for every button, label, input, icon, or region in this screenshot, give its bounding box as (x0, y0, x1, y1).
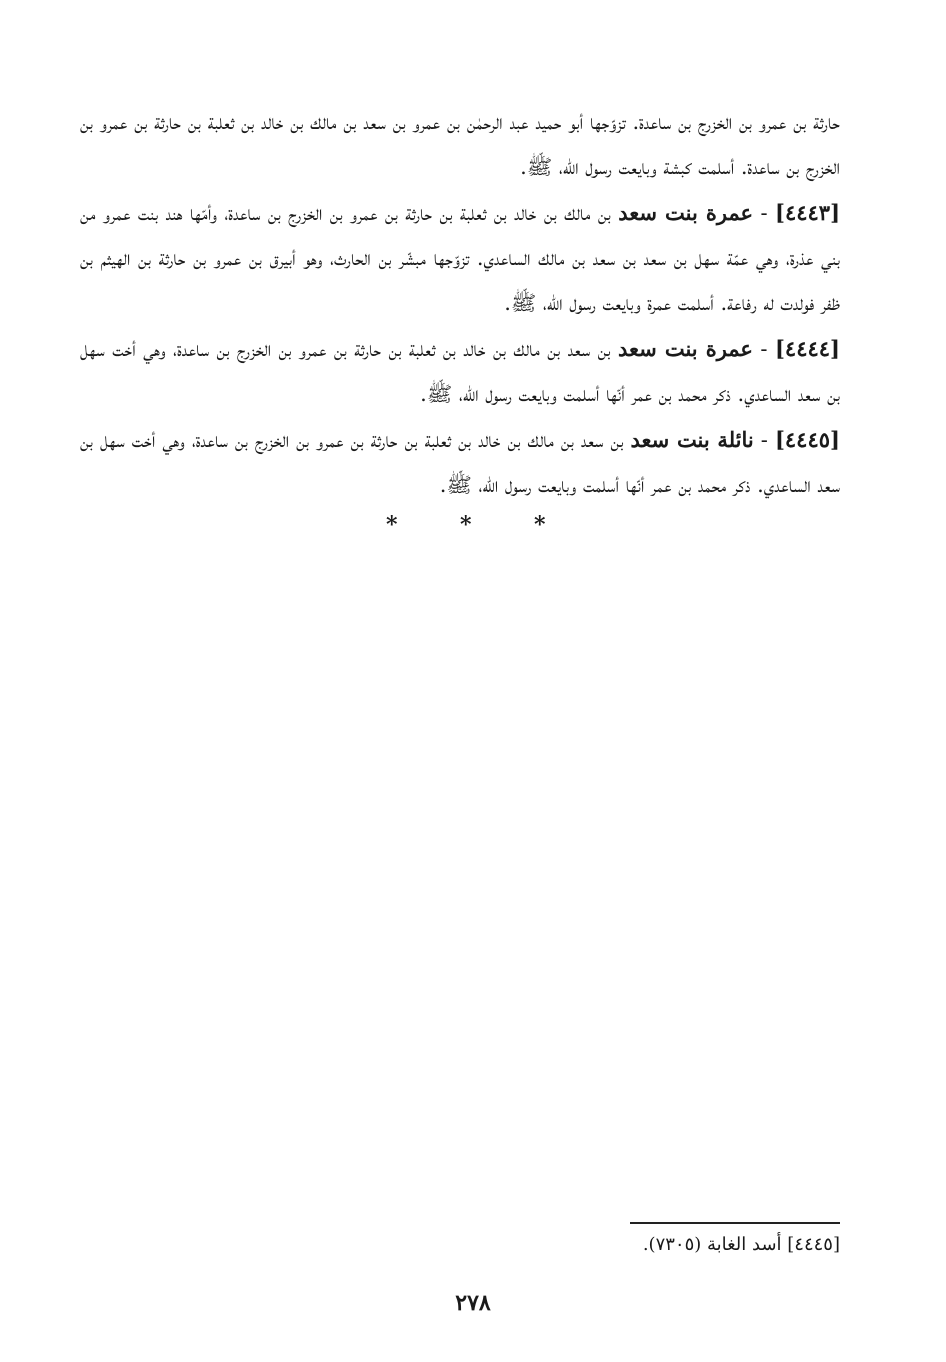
entry-4443 (80, 190, 840, 326)
entry-name: عمرة بنت سعد (618, 200, 754, 225)
entry-number: [٤٤٤٤] (774, 336, 840, 361)
separator-star: * (534, 512, 546, 538)
entry-4444 (80, 326, 840, 417)
entry-name: نائلة بنت سعد (630, 427, 754, 452)
entry-name: عمرة بنت سعد (617, 336, 753, 361)
entry-dash: - (760, 337, 768, 361)
footnote-divider (630, 1222, 840, 1224)
separator-star: * (460, 512, 472, 538)
section-separator (80, 512, 840, 542)
entry-text: بن سعد بن مالك بن خالد بن ثعلبة بن حارثة بن عمرو بن الخزرج بن ساعدة، وهي أخت سهل بن سعد الساعدي. ذكر محمد بن عمر أنّها أسلمت وبايعت رسول الله، ﷺ. (80, 337, 840, 406)
entry-dash: - (760, 428, 768, 452)
intro-text: حارثة بن عمرو بن الخزرج بن ساعدة. تزوّجها أبو حميد عبد الرحمٰن بن عمرو بن سعد بن مالك بن خالد بن ثعلبة بن حارثة بن عمرو بن الخزرج بن ساعدة. أسلمت كبشة وبايعت رسول الله، ﷺ. (80, 110, 840, 179)
entry-text: بن سعد بن مالك بن خالد بن ثعلبة بن حارثة بن عمرو بن الخزرج بن ساعدة، وهي أخت سهل بن سعد الساعدي. ذكر محمد بن عمر أنّها أسلمت وبايعت رسول الله، ﷺ. (80, 428, 840, 497)
entry-text: بن مالك بن خالد بن ثعلبة بن حارثة بن عمرو بن الخزرج بن ساعدة، وأمّها هند بنت عمرو من بني عذرة، وهي عمّة سهل بن سعد بن سعد بن مالك الساعدي. تزوّجها مبشّر بن الحارث، وهو أبيرق بن عمرو بن حارثة بن الهيثم بن ظفر فولدت له رفاعة. أسلمت عمرة وبايعت رسول الله، ﷺ. (80, 201, 840, 315)
entry-dash: - (760, 201, 768, 225)
page-number: ٢٧٨ (455, 1290, 491, 1316)
entry-4445 (80, 417, 840, 508)
page-body (80, 100, 840, 542)
entry-number: [٤٤٤٥] (774, 427, 840, 452)
separator-star: * (386, 512, 398, 538)
entry-number: [٤٤٤٣] (775, 200, 840, 225)
intro-paragraph (80, 100, 840, 190)
footnote: [٤٤٤٥] أسد الغابة (٧٣٠٥). (642, 1234, 840, 1255)
